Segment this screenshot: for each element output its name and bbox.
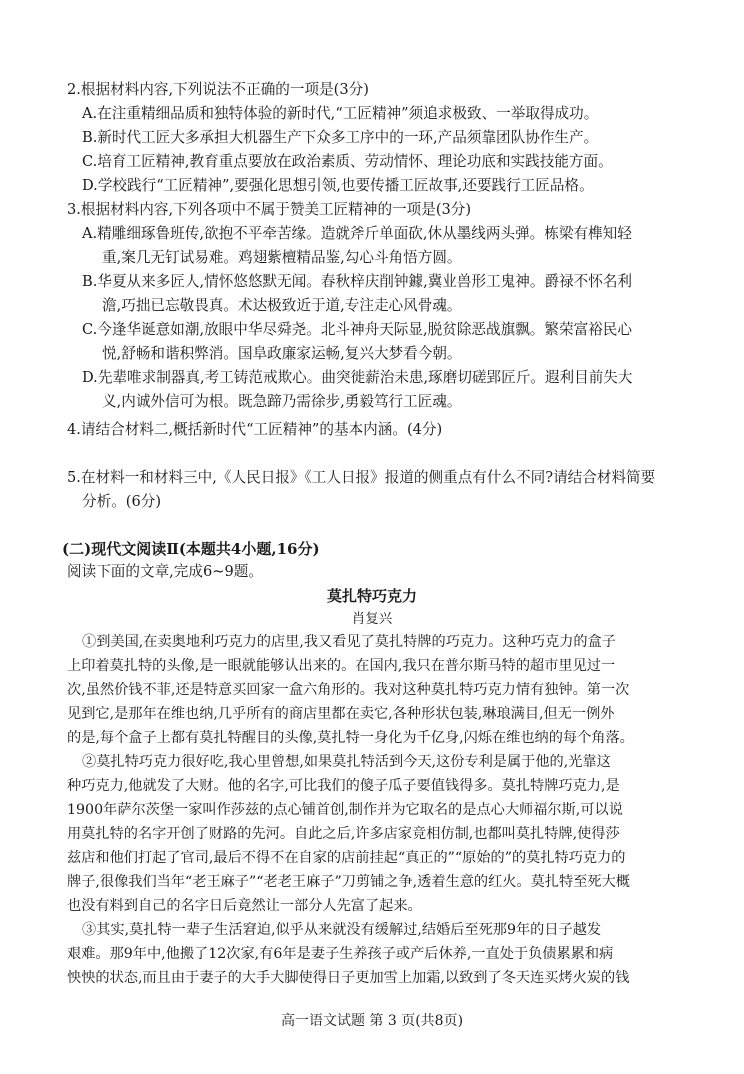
section-instruction: 阅读下面的文章,完成6~9题。 — [67, 563, 263, 580]
article-title: 莫扎特巧克力 — [326, 587, 417, 605]
paragraph-1-line-3: 次,虽然价钱不菲,还是特意买回家一盒六角形的。我对这种莫扎特巧克力情有独钟。第一次 — [67, 682, 630, 698]
question-3-option-d: D.先辈唯求制器真,考工铸范戒欺心。曲突徙薪治未患,琢磨切磋郢匠斤。遐利目前失大 — [82, 369, 633, 386]
question-3-option-b: B.华夏从来多匠人,情怀悠悠默无闻。春秋梓庆削钟鐻,冀业兽形工鬼神。爵禄不怀名利 — [82, 273, 633, 290]
question-2-option-b: B.新时代工匠大多承担大机器生产下众多工序中的一环,产品须靠团队协作生产。 — [82, 129, 599, 146]
question-3-option-c: C.今逢华诞意如潮,放眼中华尽舜尧。北斗神舟天际显,脱贫除恶战旗飘。繁荣富裕民心 — [82, 321, 632, 338]
question-5-stem: 5.在材料一和材料三中,《人民日报》《工人日报》报道的侧重点有什么不同?请结合材料简要 — [67, 469, 656, 486]
question-4-stem: 4.请结合材料二,概括新时代“工匠精神”的基本内涵。(4分) — [67, 421, 443, 438]
paragraph-1-line-2: 上印着莫扎特的头像,是一眼就能够认出来的。在国内,我只在普尔斯马特的超市里见过一 — [67, 658, 616, 674]
paragraph-1-line-1: ①到美国,在卖奥地利巧克力的店里,我又看见了莫扎特牌的巧克力。这种巧克力的盒子 — [82, 634, 616, 650]
paragraph-3-line-1: ③其实,莫扎特一辈子生活窘迫,似乎从来就没有缓解过,结婚后至死那9年的日子越发 — [82, 922, 602, 938]
paragraph-2-line-4: 用莫扎特的名字开创了财路的先河。自此之后,许多店家竞相仿制,也都叫莫扎特牌,使得莎 — [67, 826, 620, 842]
question-3-stem: 3.根据材料内容,下列各项中不属于赞美工匠精神的一项是(3分) — [67, 201, 472, 218]
question-3-option-a-cont: 重,案几无钉试易难。鸡翅紫檀精品鉴,勾心斗角悟方圆。 — [102, 249, 462, 266]
question-3-option-d-cont: 义,内诚外信可为根。既急蹄乃需徐步,勇毅笃行工匠魂。 — [102, 393, 462, 410]
paragraph-1-line-5: 的是,每个盒子上都有莫扎特醒目的头像,莫扎特一身化为千亿身,闪烁在维也纳的每个角落。 — [67, 730, 634, 746]
question-3-option-a: A.精雕细琢鲁班传,欲抱不平牵苦缘。造就斧斤单面砍,休从墨线两头弹。栋梁有榫知轻 — [82, 225, 632, 242]
paragraph-2-line-3: 1900年萨尔茨堡一家叫作莎兹的点心铺首创,制作并为它取名的是点心大师福尔斯,可以说 — [67, 802, 623, 818]
question-2-stem: 2.根据材料内容,下列说法不正确的一项是(3分) — [67, 81, 369, 98]
paragraph-2-line-7: 也没有料到自己的名字日后竟然让一部分人先富了起来。 — [67, 898, 422, 914]
question-2-option-a: A.在注重精细品质和独特体验的新时代,“工匠精神”须追求极致、一举取得成功。 — [82, 105, 599, 122]
question-2-option-c: C.培育工匠精神,教育重点要放在政治素质、劳动情怀、理论功底和实践技能方面。 — [82, 153, 613, 170]
paragraph-2-line-1: ②莫扎特巧克力很好吃,我心里曾想,如果莫扎特活到今天,这份专利是属于他的,光靠这 — [82, 754, 611, 770]
paragraph-2-line-2: 种巧克力,他就发了大财。他的名字,可比我们的傻子瓜子要值钱得多。莫扎特牌巧克力,是 — [67, 778, 620, 794]
question-3-option-b-cont: 澹,巧拙已忘敬畏真。术达极致近于道,专注走心风骨魂。 — [102, 297, 462, 314]
section-heading: (二)现代文阅读Ⅱ(本题共4小题,16分) — [62, 540, 320, 558]
paragraph-3-line-3: 怏怏的状态,而且由于妻子的大手大脚使得日子更加雪上加霜,以致到了冬天连买烤火炭的钱 — [67, 970, 630, 986]
paragraph-1-line-4: 见到它,是那年在维也纳,几乎所有的商店里都在卖它,各种形状包装,琳琅满目,但无一例外 — [67, 706, 615, 722]
question-3-option-c-cont: 悦,舒畅和谐积弊消。国阜政廉家运畅,复兴大梦看今朝。 — [102, 345, 462, 362]
page-footer: 高一语文试题 第 3 页(共8页) — [280, 1013, 464, 1029]
question-2-option-d: D.学校践行“工匠精神”,要强化思想引领,也要传播工匠故事,还要践行工匠品格。 — [82, 177, 594, 194]
paragraph-2-line-6: 牌子,很像我们当年“老王麻子”“老老王麻子”刀剪铺之争,透着生意的红火。莫扎特至死大概 — [67, 874, 630, 890]
paragraph-3-line-2: 艰难。那9年中,他搬了12次家,有6年是妻子生养孩子或产后休养,一直处于负债累累和病 — [67, 946, 614, 962]
paragraph-2-line-5: 兹店和他们打起了官司,最后不得不在自家的店前挂起“真正的”“原始的”的莫扎特巧克力的 — [67, 850, 626, 866]
article-author: 肖复兴 — [351, 611, 393, 627]
question-5-stem-cont: 分析。(6分) — [82, 493, 162, 510]
